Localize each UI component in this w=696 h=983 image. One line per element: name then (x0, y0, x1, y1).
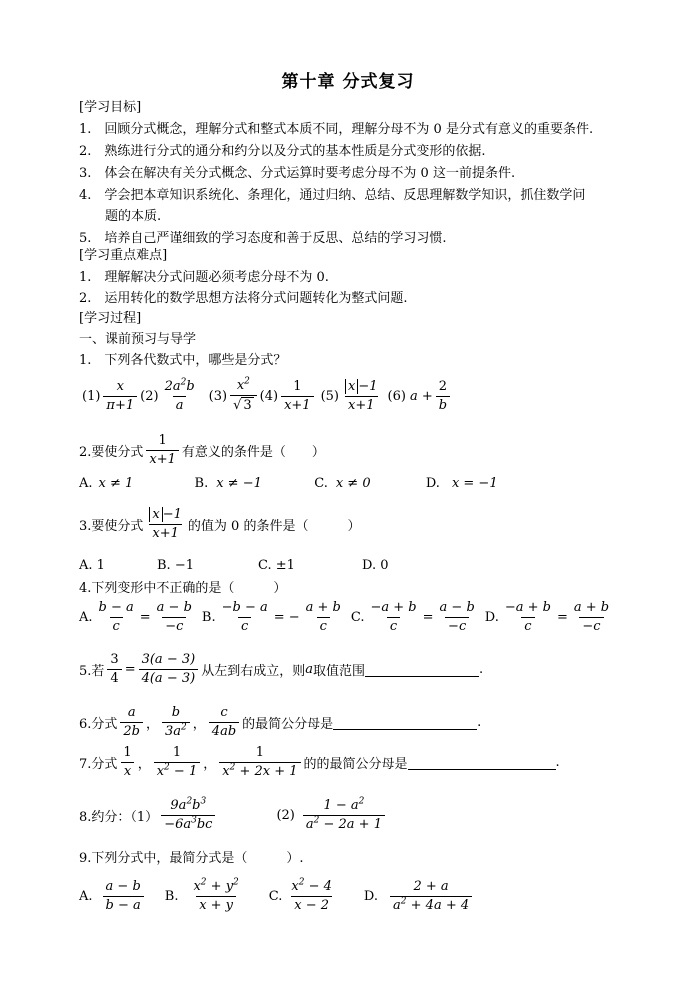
question-3-options (79, 558, 389, 573)
option-a-label: A. (79, 476, 93, 491)
fraction: $\frac{a + b}{-c}$ (573, 600, 610, 634)
option-b: B. −1 (157, 558, 194, 573)
fraction: $\frac{-b - a}{c}$ (221, 600, 268, 634)
objective-item: 3. 体会在解决有关分式概念、分式运算时要考虑分母不为 0 这一前提条件. (79, 166, 516, 181)
fraction: $\frac{a - b}{b - a}$ (103, 879, 144, 914)
expr-label: (3) (208, 388, 228, 404)
fraction: $\frac{a - b}{-c}$ (439, 600, 475, 634)
question-9-stem: 9.下列分式中，最简分式是（ ）. (79, 851, 304, 866)
fraction: $\frac{x -1}{x+1}$ (146, 507, 185, 542)
fraction: $\frac{b}{3a^2}$ (162, 705, 190, 740)
option-c-label: C. (350, 610, 365, 625)
question-8-stem (79, 798, 388, 833)
fraction-2: $\frac{2a^2b}{a}$ (164, 377, 195, 413)
expr-label: (4) (259, 388, 279, 404)
fraction-3: $x^2$ √ 3 (230, 378, 257, 414)
fraction: $\frac{2 + a}{a^2 + 4a + 4}$ (390, 879, 472, 914)
process-header: [学习过程] (79, 311, 142, 326)
option-b-label: B. (201, 610, 216, 625)
expr-label: (1) (82, 388, 101, 404)
expr-label: (5) (320, 388, 339, 404)
fraction: $\frac{1 - a^2}{a^2 - 2a + 1}$ (303, 798, 385, 833)
fraction: $\frac{9a^2b^3}{-6a^3bc}$ (161, 798, 215, 833)
question-6-suffix: 的最简公分母是 (242, 717, 334, 732)
objectives-header: [学习目标] (79, 100, 142, 115)
question-1-stem: 1. 下列各代数式中，哪些是分式？ (79, 353, 287, 368)
question-7-stem: 7.分式 $\frac{1}{x}$ ， $\frac{1}{x^2 - 1}$ ， $\frac{1}{x^2 + 2x + 1}$ 的的最简公分母是 . (79, 745, 560, 779)
fraction: $\frac{3(a - 3)}{4(a - 3)}$ (139, 652, 199, 687)
question-2-stem (79, 433, 325, 468)
objective-item: 4. 学会把本章知识系统化、条理化，通过归纳、总结、反思理解数学知识，抓住数学问 (79, 188, 586, 203)
fraction: $\frac{x^2 + y^2}{x + y}$ (193, 877, 239, 913)
question-1-expressions: (1) $\frac{x}{\pi+1}$ (2) $\frac{2a^2b}{a}$ (3) $x^2$ √ 3 (4) $\frac{1}{x+1}$ (5) $\frac{x -1}{x+1}$ (6) a + $\frac{2}{b}$ (82, 378, 453, 414)
question-3-suffix: 的值为 0 的条件是（ ） (187, 519, 361, 534)
keypoint-item: 1. 理解解决分式问题必须考虑分母不为 0. (79, 270, 329, 285)
option-a-label: A. (79, 610, 93, 625)
option-d-label: D. (484, 610, 499, 625)
fraction: $\frac{x^2 - 4}{x - 2}$ (291, 877, 332, 913)
fraction: $\frac{1}{x^2 + 2x + 1}$ (219, 745, 300, 780)
fraction: $\frac{-a + b}{c}$ (370, 600, 417, 634)
expr-label: (2) (140, 388, 159, 404)
question-3-prefix: 3.要使分式 (79, 519, 144, 534)
page-title: 第十章 分式复习 (281, 72, 415, 92)
keypoint-item: 2. 运用转化的数学思想方法将分式问题转化为整式问题. (79, 291, 408, 306)
objective-item: 题的本质. (79, 209, 162, 224)
fraction-1: $\frac{x}{\pi+1}$ (103, 379, 137, 414)
fraction: $\frac{a + b}{c}$ (305, 600, 341, 634)
option-a: A. 1 (79, 558, 105, 573)
option-d-label: D. (425, 476, 440, 491)
keypoints-header: [学习重点难点] (79, 248, 168, 263)
fraction: $\frac{-a + b}{c}$ (504, 600, 551, 634)
fraction-5: $\frac{x -1}{x+1}$ (342, 379, 381, 414)
question-9-options (79, 879, 475, 914)
question-2-prefix: 2.要使分式 (79, 445, 144, 460)
question-3-stem (79, 507, 360, 542)
option-c-label: C. (314, 476, 328, 491)
fraction: $\frac{1}{x+1}$ (146, 433, 179, 468)
fraction: $\frac{3}{4}$ (107, 652, 121, 687)
answer-blank[interactable] (408, 755, 556, 770)
question-6-stem: 6.分式 $\frac{a}{2b}$ ， $\frac{b}{3a^2}$ ， $\frac{c}{4ab}$ 的最简公分母是 . (79, 705, 482, 739)
question-5-prefix: 5.若 (79, 664, 105, 679)
question-5-stem: 5.若 $\frac{3}{4}$ = $\frac{3(a - 3)}{4(a - 3)}$ 从左到右成立，则 a 取值范围 . (79, 652, 484, 686)
option-c-label: C. (268, 889, 283, 904)
option-b-label: B. (194, 476, 209, 491)
fraction-6: $\frac{2}{b}$ (436, 379, 450, 414)
fraction: $\frac{c}{4ab}$ (209, 705, 239, 740)
fraction-4: $\frac{1}{x+1}$ (281, 379, 314, 414)
fraction: $\frac{1}{x}$ (120, 745, 134, 780)
expr-label: (6) (387, 388, 406, 404)
question-7-suffix: 的的最简公分母是 (303, 757, 408, 772)
fraction: $\frac{1}{x^2 - 1}$ (154, 745, 201, 780)
answer-blank[interactable] (365, 662, 479, 677)
option-d-label: D. (363, 889, 379, 904)
objective-item: 5. 培养自己严谨细致的学习态度和善于反思、总结的学习习惯. (79, 231, 447, 246)
question-4-options: A. $\frac{b - a}{c}$ = $\frac{a - b}{-c}$ B. $\frac{-b - a}{c}$ = − $\frac{a + b}{c}$ C. $\frac{-a + b}{c}$ = $\frac{a - b}{-c}$ D. $\frac{-a + b}{c}$ = $\frac{a + b}{-c}$ (79, 600, 615, 635)
fraction: $\frac{a}{2b}$ (120, 705, 143, 740)
option-a-label: A. (79, 889, 93, 904)
option-b-label: B. (164, 889, 179, 904)
option-d: D. 0 (362, 558, 389, 573)
question-7-prefix: 7.分式 (79, 757, 118, 772)
question-2-suffix: 有意义的条件是（ ） (181, 445, 325, 460)
question-6-prefix: 6.分式 (79, 717, 118, 732)
question-2-options: A. x ≠ 1 B. x ≠ −1 C. x ≠ 0 D. x = −1 (79, 476, 498, 491)
question-5-suffix2: 取值范围 (312, 664, 365, 679)
question-8-prefix: 8.约分：（1） (79, 810, 159, 825)
question-5-suffix: 从左到右成立，则 (201, 664, 306, 679)
expr-label: (2) (276, 808, 295, 823)
question-4-stem: 4.下列变形中不正确的是（ ） (79, 581, 287, 596)
answer-blank[interactable] (333, 715, 477, 730)
fraction: $\frac{b - a}{c}$ (98, 600, 134, 634)
objective-item: 2. 熟练进行分式的通分和约分以及分式的基本性质是分式变形的依据. (79, 144, 486, 159)
fraction: $\frac{a - b}{-c}$ (156, 600, 192, 634)
option-c: C. ±1 (258, 558, 295, 573)
objective-item: 1. 回顾分式概念，理解分式和整式本质不同，理解分母不为 0 是分式有意义的重要条件. (79, 122, 594, 137)
process-subheader: 一、课前预习与导学 (79, 332, 197, 347)
